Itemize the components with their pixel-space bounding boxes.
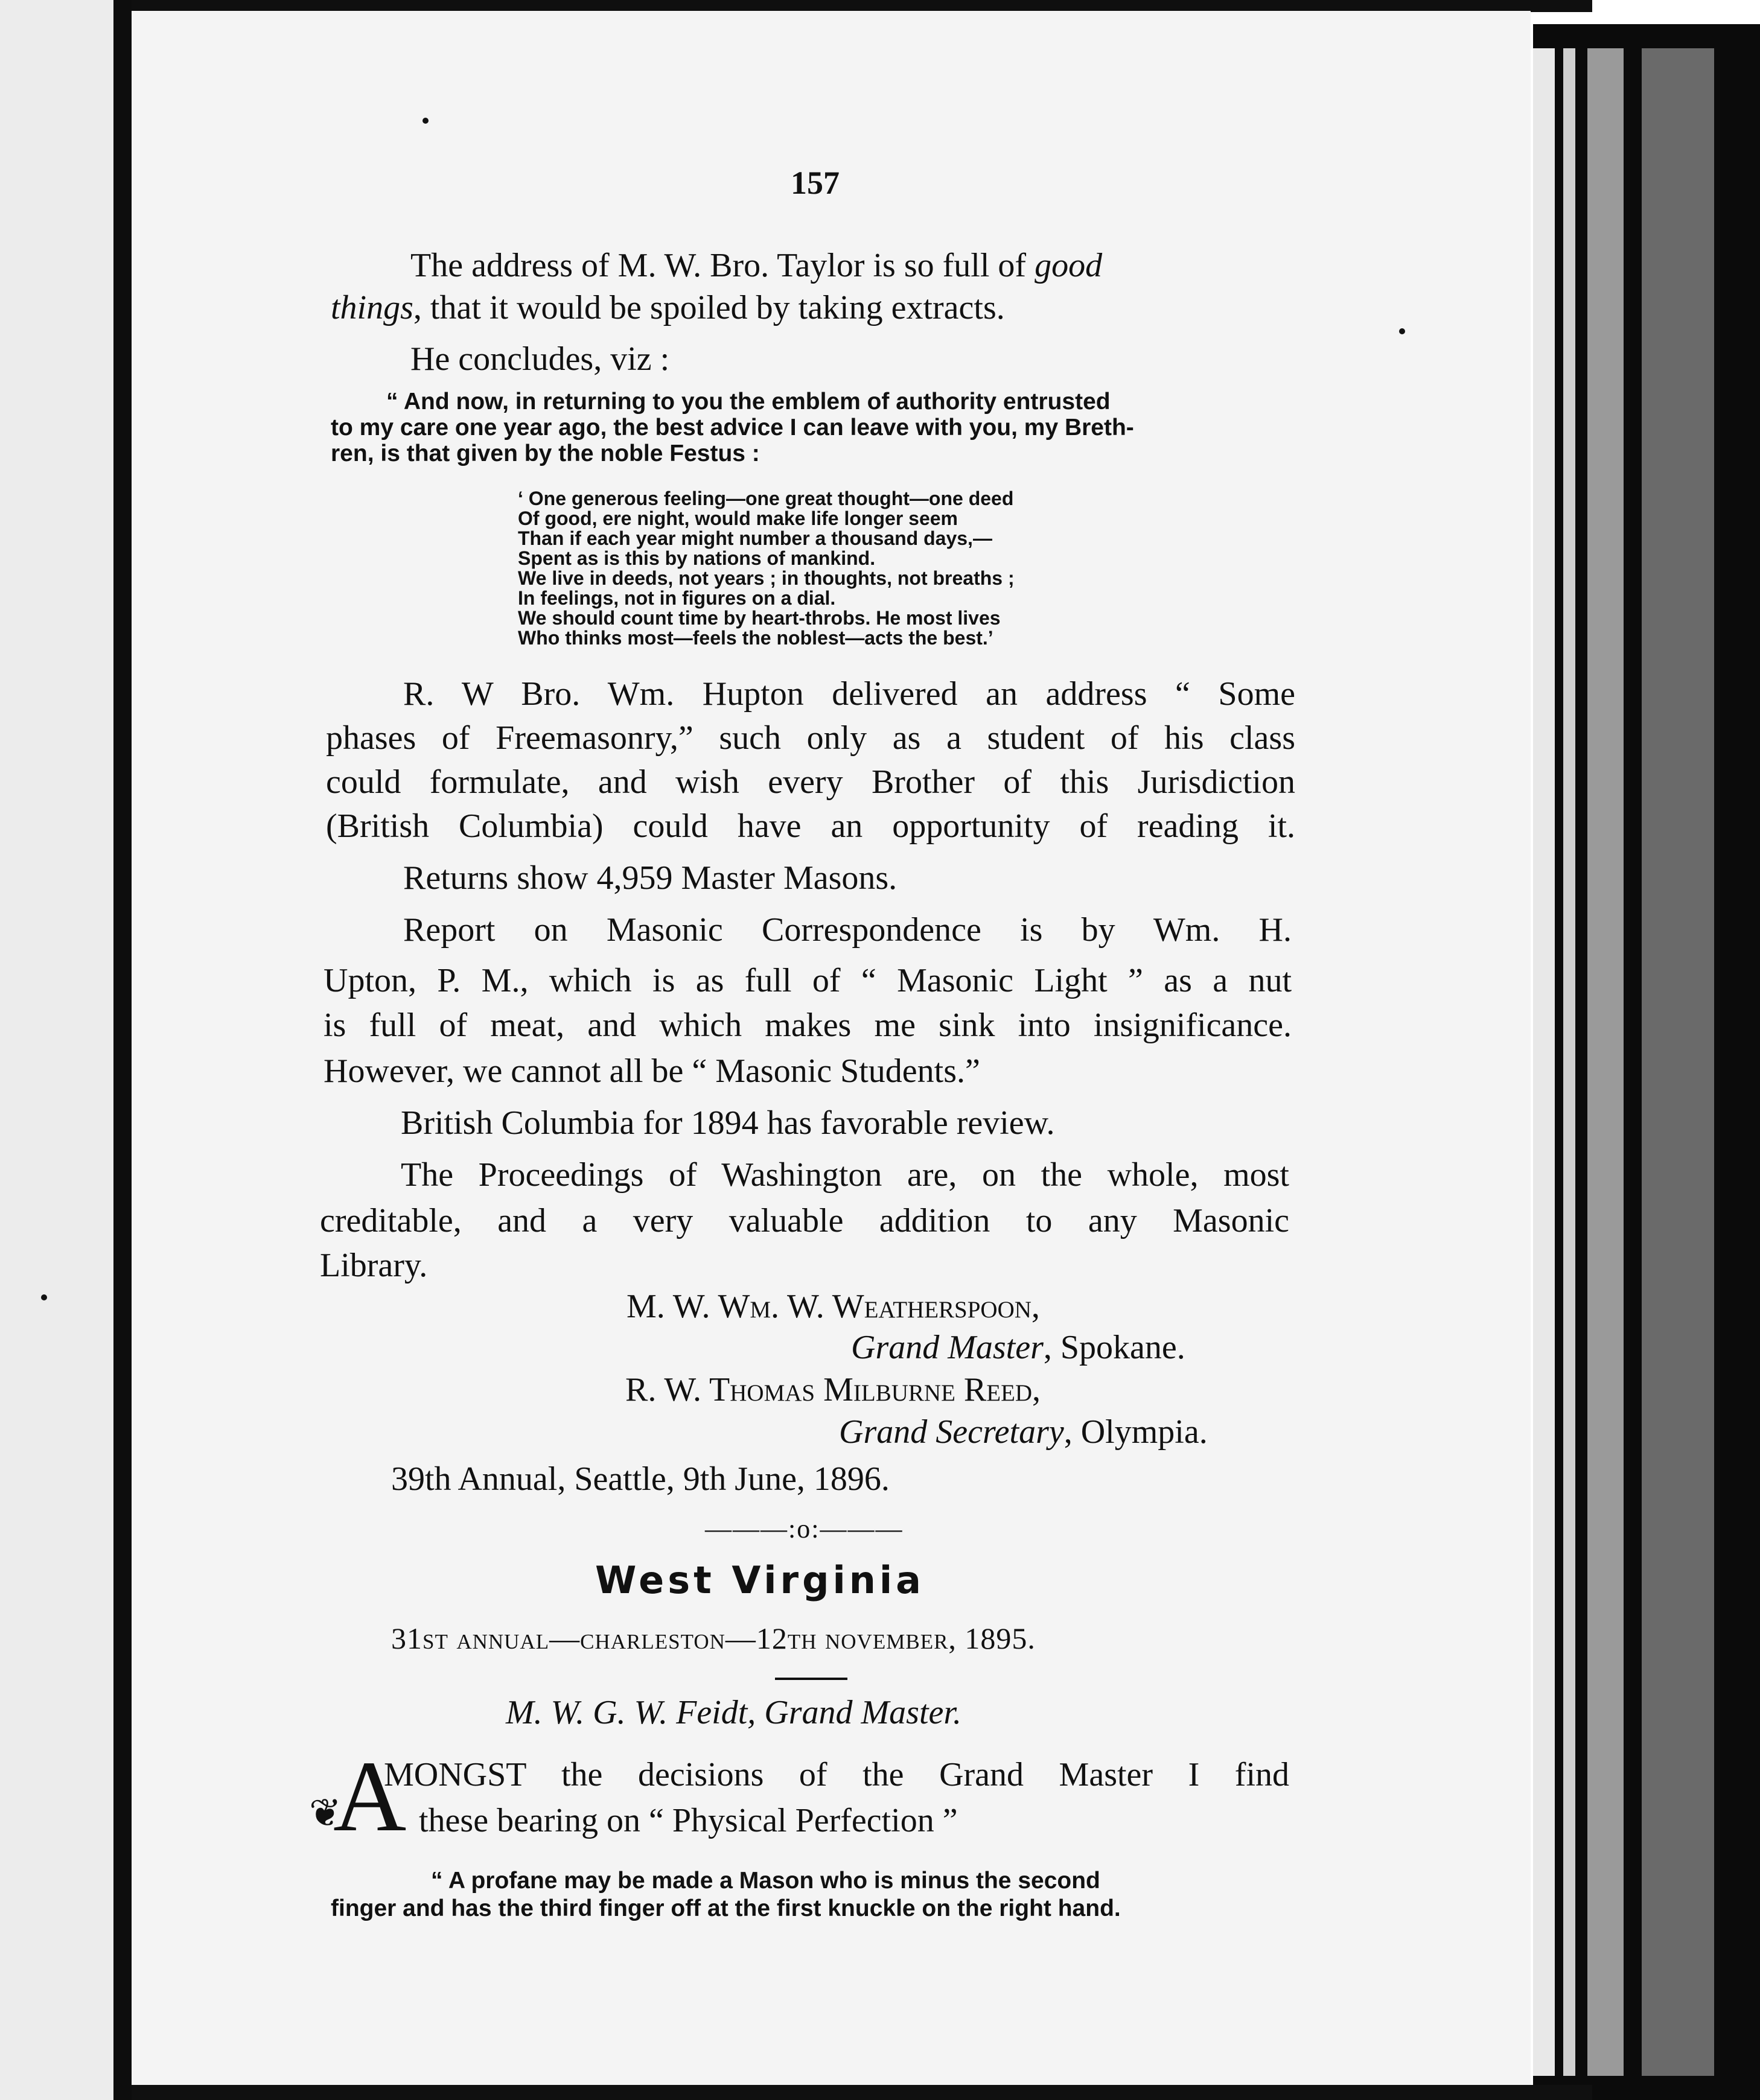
grand-master-name: M. W. Wm. W. Weatherspoon, (627, 1288, 1040, 1325)
report-line-4: However, we cannot all be “ Masonic Students.” (324, 1052, 980, 1090)
decision-quote-line-2: finger and has the third finger off at the first knuckle on the right hand. (331, 1895, 1121, 1921)
verse-line-4: Spent as is this by nations of mankind. (518, 547, 876, 569)
hupton-line-2: phases of Freemasonry,” such only as a student of his class (326, 719, 1295, 757)
amongst-line-2: these bearing on “ Physical Perfection ” (419, 1802, 958, 1839)
quote-line-2: to my care one year ago, the best advice I can leave with you, my Breth- (331, 415, 1134, 441)
grand-secretary-title: Grand Secretary, Olympia. (839, 1413, 1208, 1451)
grand-master-heading: M. W. G. W. Feidt, Grand Master. (506, 1694, 961, 1731)
grand-master-title: Grand Master, Spokane. (851, 1329, 1185, 1366)
report-line-1: Report on Masonic Correspondence is by Wm. H. (403, 911, 1292, 949)
hupton-line-3: could formulate, and wish every Brother of this Jurisdiction (326, 763, 1295, 801)
intro-line-2: things, that it would be spoiled by taking extracts. (331, 289, 1005, 326)
decision-quote-line-1: “ A profane may be made a Mason who is minus the second (431, 1868, 1100, 1894)
hupton-line-4: (British Columbia) could have an opportunity of reading it. (326, 807, 1295, 845)
hupton-line-1: R. W Bro. Wm. Hupton delivered an address “ Some (403, 675, 1295, 713)
amongst-line-1: MONGST the decisions of the Grand Master I find (384, 1756, 1289, 1793)
flourish-ornament: ❦ (309, 1792, 342, 1834)
grand-secretary-name: R. W. Thomas Milburne Reed, (625, 1371, 1041, 1408)
drop-cap: A (333, 1740, 407, 1853)
section-separator: ———:o:——— (705, 1514, 904, 1544)
annual-line: 39th Annual, Seattle, 9th June, 1896. (391, 1460, 890, 1498)
verse-line-7: We should count time by heart-throbs. He most lives (518, 607, 1001, 629)
verse-line-1: ‘ One generous feeling—one great thought—one deed (518, 488, 1014, 509)
section-subtitle: 31st annual—charleston—12th november, 1895. (391, 1621, 1036, 1655)
proceedings-line-3: Library. (320, 1247, 428, 1284)
proceedings-line-1: The Proceedings of Washington are, on the whole, most (401, 1156, 1289, 1194)
section-title: West Virginia (595, 1558, 925, 1602)
verse-line-3: Than if each year might number a thousand days,— (518, 527, 992, 549)
verse-line-8: Who thinks most—feels the noblest—acts the best.’ (518, 627, 993, 649)
verse-line-5: We live in deeds, not years ; in thoughts, not breaths ; (518, 567, 1015, 589)
page-number: 157 (791, 165, 840, 201)
british-line: British Columbia for 1894 has favorable review. (401, 1104, 1055, 1142)
report-line-2: Upton, P. M., which is as full of “ Masonic Light ” as a nut (324, 962, 1292, 999)
verse-line-2: Of good, ere night, would make life longer seem (518, 508, 958, 529)
concludes-line: He concludes, viz : (410, 340, 670, 378)
quote-line-3: ren, is that given by the noble Festus : (331, 441, 760, 466)
intro-line-1: The address of M. W. Bro. Taylor is so full of good (410, 247, 1103, 284)
quote-line-1: “ And now, in returning to you the emblem of authority entrusted (386, 389, 1111, 415)
verse-line-6: In feelings, not in figures on a dial. (518, 587, 836, 609)
report-line-3: is full of meat, and which makes me sink into insignificance. (324, 1007, 1292, 1044)
returns-line: Returns show 4,959 Master Masons. (403, 859, 898, 897)
proceedings-line-2: creditable, and a very valuable addition to any Masonic (320, 1202, 1289, 1239)
subtitle-rule (775, 1678, 847, 1680)
